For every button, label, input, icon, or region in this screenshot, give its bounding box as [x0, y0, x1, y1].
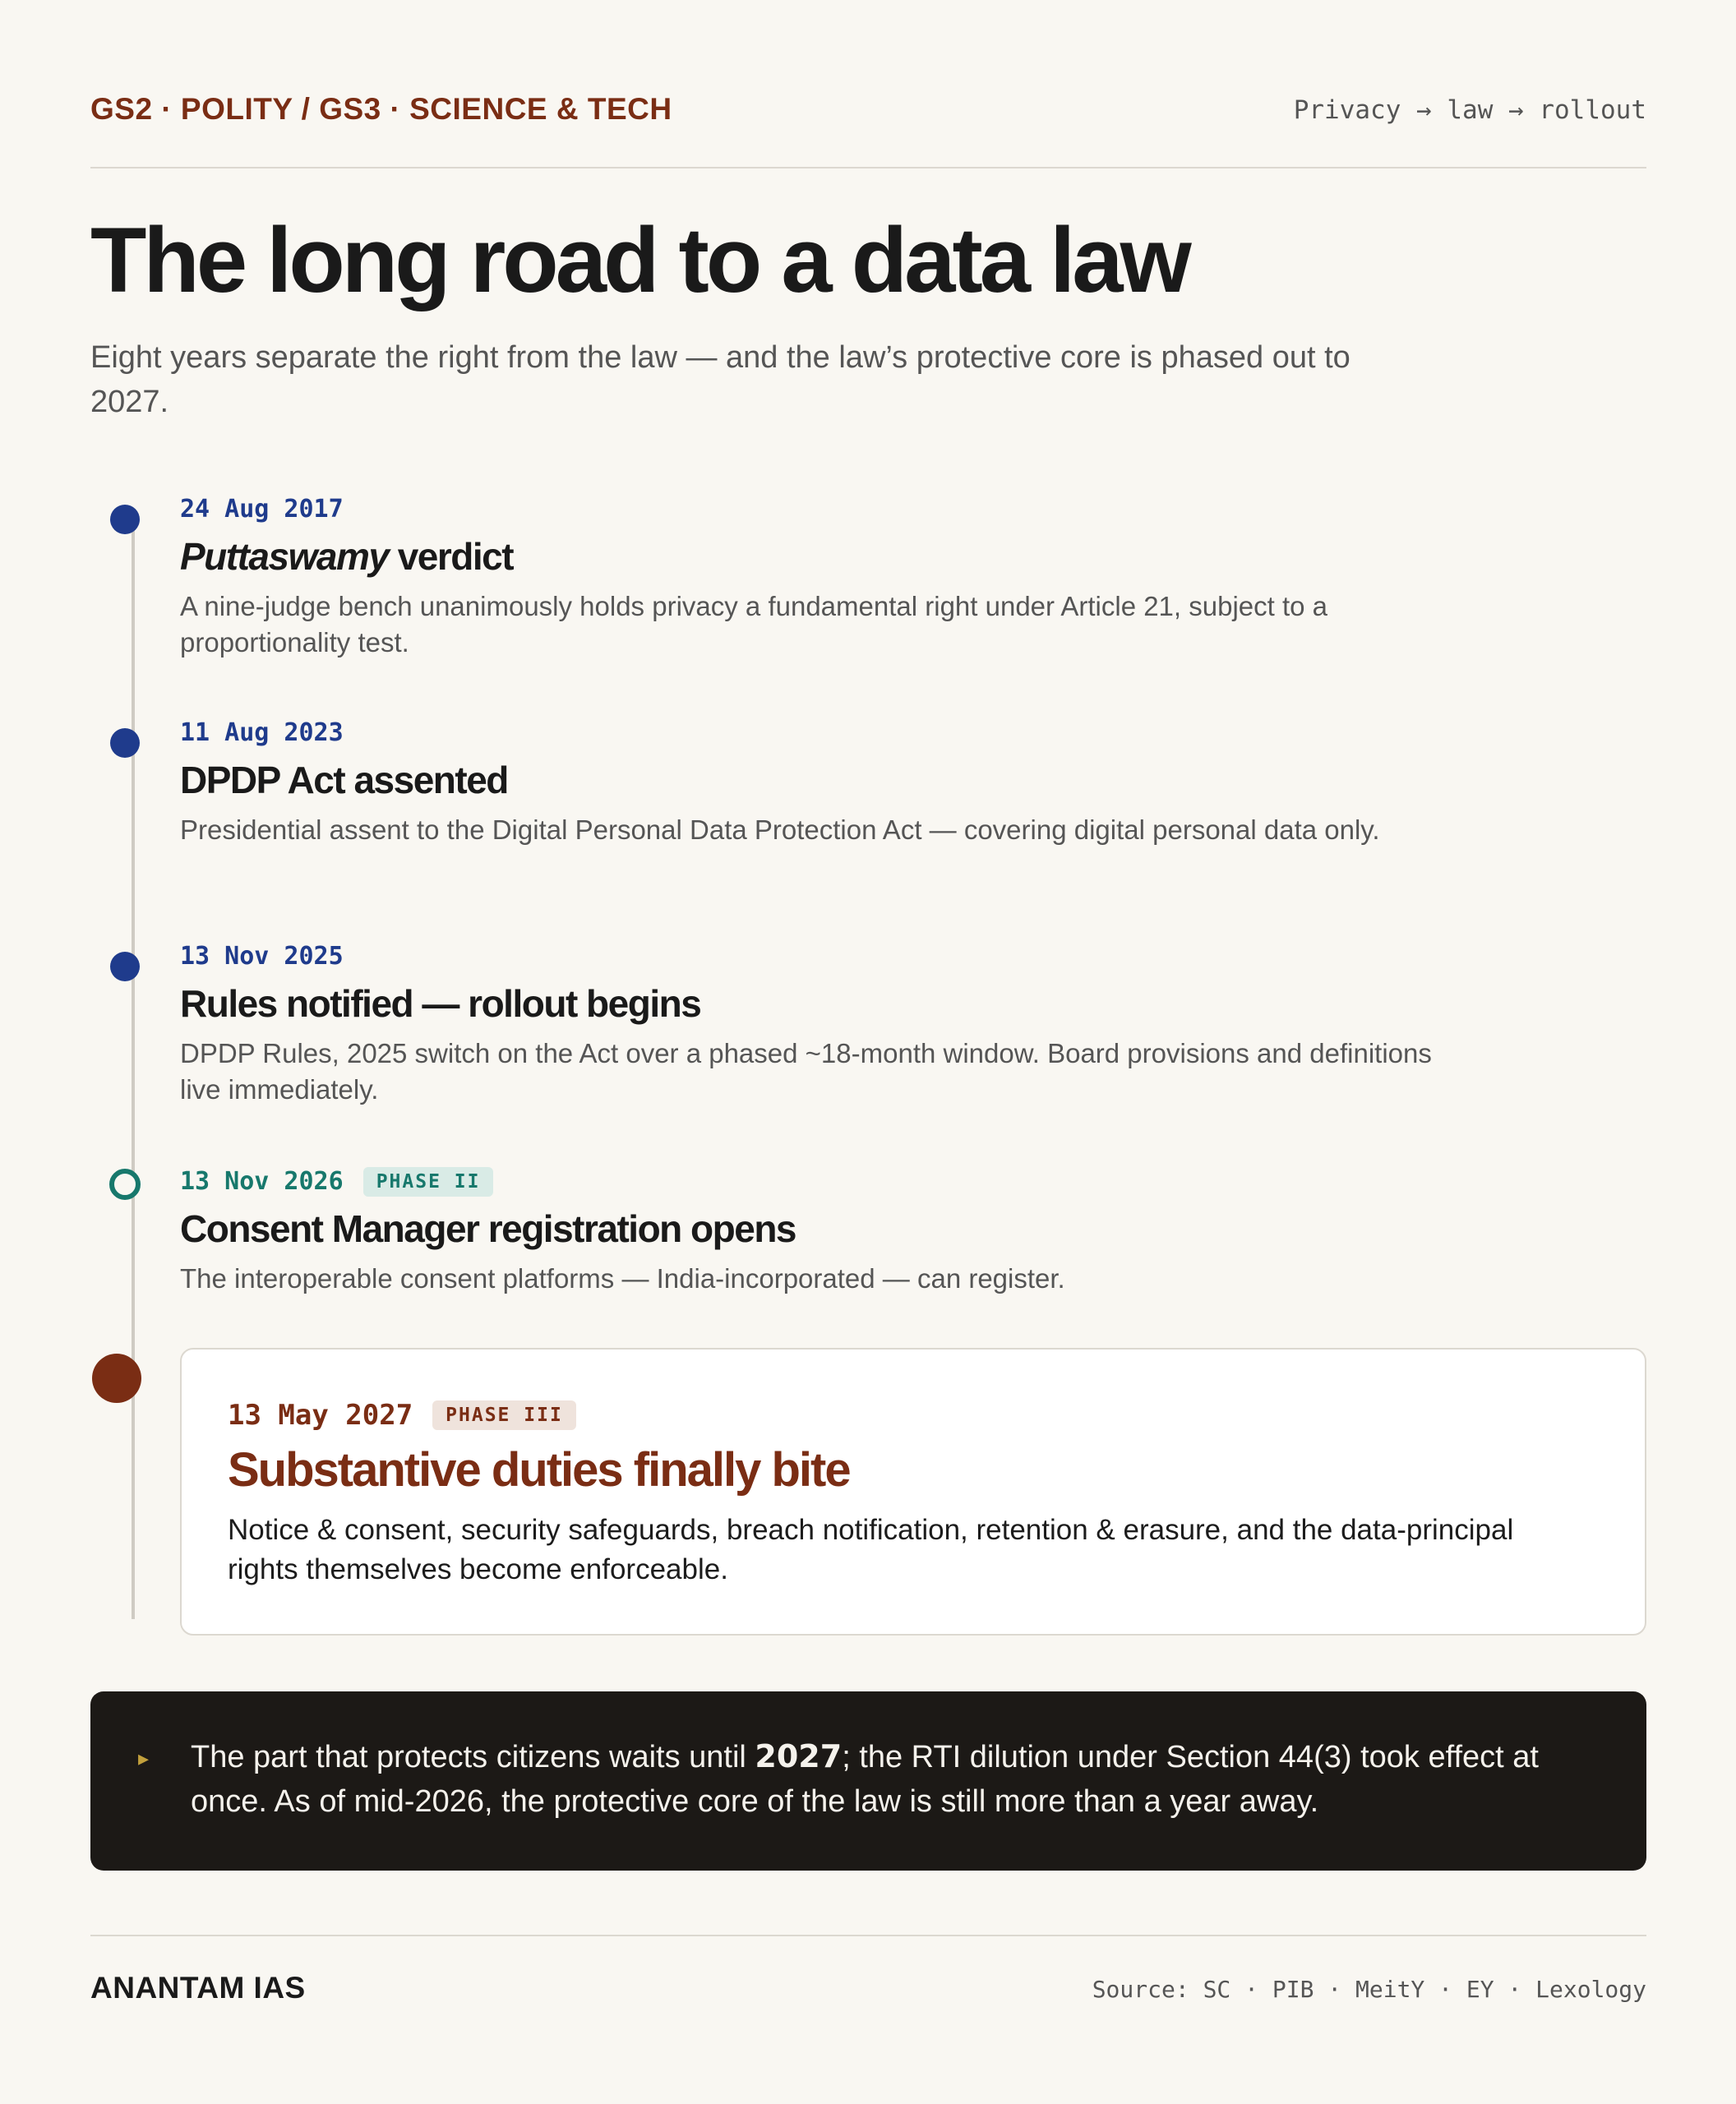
top-divider	[90, 167, 1646, 168]
bottom-divider	[90, 1935, 1646, 1936]
event-title: Consent Manager registration opens	[180, 1207, 796, 1250]
event-title	[180, 533, 1462, 580]
event-title: DPDP Act assented	[180, 759, 508, 801]
brand-name: ANANTAM IAS	[90, 1971, 306, 2005]
page-subtitle: Eight years separate the right from the law — and the law’s protective core is phased out to 2027.	[90, 340, 1350, 419]
event-description: A nine-judge bench unanimously holds privacy a fundamental right under Article 21, subject to a proportionality test.	[180, 591, 1328, 658]
event-date-text: 13 Nov 2026	[180, 1167, 344, 1196]
event-date-text: 13 May 2027	[228, 1399, 413, 1432]
event-date	[228, 1399, 1576, 1432]
takeaway-box	[90, 1691, 1646, 1871]
timeline-event	[180, 717, 1462, 848]
page	[90, 0, 1646, 2104]
category-label: GS2 · POLITY / GS3 · SCIENCE & TECH	[90, 92, 672, 126]
event-description: The interoperable consent platforms — India-incorporated — can register.	[180, 1263, 1065, 1294]
timeline-event	[180, 1165, 1462, 1297]
timeline-dot	[110, 728, 140, 758]
timeline-dot-final	[92, 1354, 141, 1403]
event-description: DPDP Rules, 2025 switch on the Act over a phased ~18-month window. Board provisions and definitions live immediately.	[180, 1038, 1432, 1105]
event-title: Substantive duties finally bite	[228, 1443, 850, 1497]
phase-badge: PHASE III	[432, 1400, 576, 1430]
event-title-rest: verdict	[388, 535, 514, 578]
event-date: 24 Aug 2017	[180, 495, 344, 524]
event-description: Presidential assent to the Digital Personal Data Protection Act — covering digital personal data only.	[180, 814, 1380, 845]
page-title: The long road to a data law	[90, 209, 1189, 311]
takeaway-text	[191, 1734, 1604, 1824]
takeaway-text-end: ; the RTI dilution under Section 44(3) took effect at once. As of mid-2026, the protective core of the law is still more than a year away.	[191, 1740, 1539, 1819]
timeline-event	[180, 940, 1462, 1108]
final-event-card	[180, 1348, 1646, 1636]
event-date: 11 Aug 2023	[180, 718, 344, 747]
takeaway-text-start: The part that protects citizens waits until	[191, 1740, 755, 1774]
takeaway-year: 2027	[755, 1738, 843, 1774]
tagline: Privacy → law → rollout	[1293, 95, 1646, 125]
event-description: Notice & consent, security safeguards, breach notification, retention & erasure, and the data-principal rights themselves become enforceable.	[228, 1514, 1514, 1585]
timeline	[90, 493, 1646, 1636]
phase-badge: PHASE II	[363, 1167, 494, 1197]
event-date: 13 Nov 2025	[180, 942, 344, 971]
event-title-italic: Puttaswamy	[180, 535, 389, 578]
source-line: Source: SC · PIB · MeitY · EY · Lexology	[1092, 1976, 1646, 2003]
top-bar	[90, 92, 1646, 132]
triangle-bullet-icon: ▸	[138, 1746, 150, 1770]
timeline-event	[180, 493, 1462, 661]
event-date	[180, 1165, 1462, 1198]
event-title: Rules notified — rollout begins	[180, 982, 701, 1025]
timeline-dot-hollow	[109, 1169, 141, 1200]
timeline-dot	[110, 952, 140, 981]
timeline-dot	[110, 505, 140, 534]
timeline-spine	[132, 510, 135, 1619]
